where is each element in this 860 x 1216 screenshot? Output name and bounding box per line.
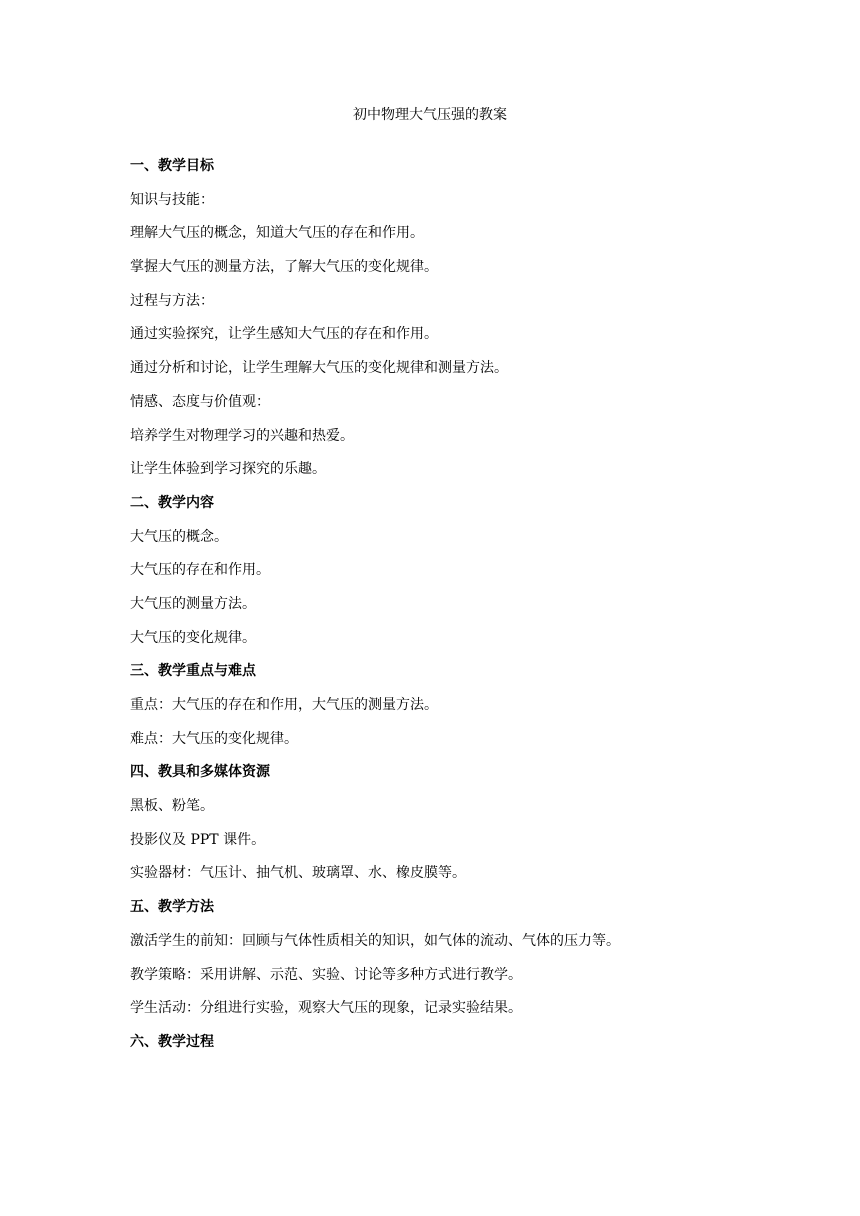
paragraph: 让学生体验到学习探究的乐趣。 [130,461,326,478]
paragraph: 过程与方法： [130,292,214,309]
paragraph: 大气压的变化规律。 [130,629,256,646]
paragraph: 实验器材：气压计、抽气机、玻璃罩、水、橡皮膜等。 [130,865,466,882]
section-heading: 六、教学过程 [130,1033,214,1050]
section-heading: 二、教学内容 [130,494,214,511]
section-heading: 五、教学方法 [130,899,214,916]
paragraph: 知识与技能： [130,191,214,208]
section-heading: 四、教具和多媒体资源 [130,764,270,781]
paragraph: 难点：大气压的变化规律。 [130,730,298,747]
paragraph: 教学策略：采用讲解、示范、实验、讨论等多种方式进行教学。 [130,966,522,983]
document-body [130,156,770,1066]
paragraph: 情感、态度与价值观： [130,393,270,410]
section-heading: 一、教学目标 [130,158,214,174]
paragraph: 大气压的概念。 [130,528,228,545]
paragraph: 大气压的存在和作用。 [130,562,270,579]
paragraph: 投影仪及 PPT 课件。 [130,831,266,848]
paragraph: 激活学生的前知：回顾与气体性质相关的知识，如气体的流动、气体的压力等。 [130,932,620,949]
paragraph: 培养学生对物理学习的兴趣和热爱。 [130,427,354,444]
paragraph: 通过分析和讨论，让学生理解大气压的变化规律和测量方法。 [130,360,508,377]
paragraph: 通过实验探究，让学生感知大气压的存在和作用。 [130,326,438,343]
paragraph: 重点：大气压的存在和作用，大气压的测量方法。 [130,697,438,713]
paragraph: 学生活动：分组进行实验，观察大气压的现象，记录实验结果。 [130,1000,522,1017]
paragraph: 大气压的测量方法。 [130,595,256,612]
document-title: 初中物理大气压强的教案 [353,107,507,123]
paragraph: 黑板、粉笔。 [130,798,214,815]
section-heading: 三、教学重点与难点 [130,663,256,680]
paragraph: 掌握大气压的测量方法，了解大气压的变化规律。 [130,259,438,276]
paragraph: 理解大气压的概念，知道大气压的存在和作用。 [130,225,424,242]
